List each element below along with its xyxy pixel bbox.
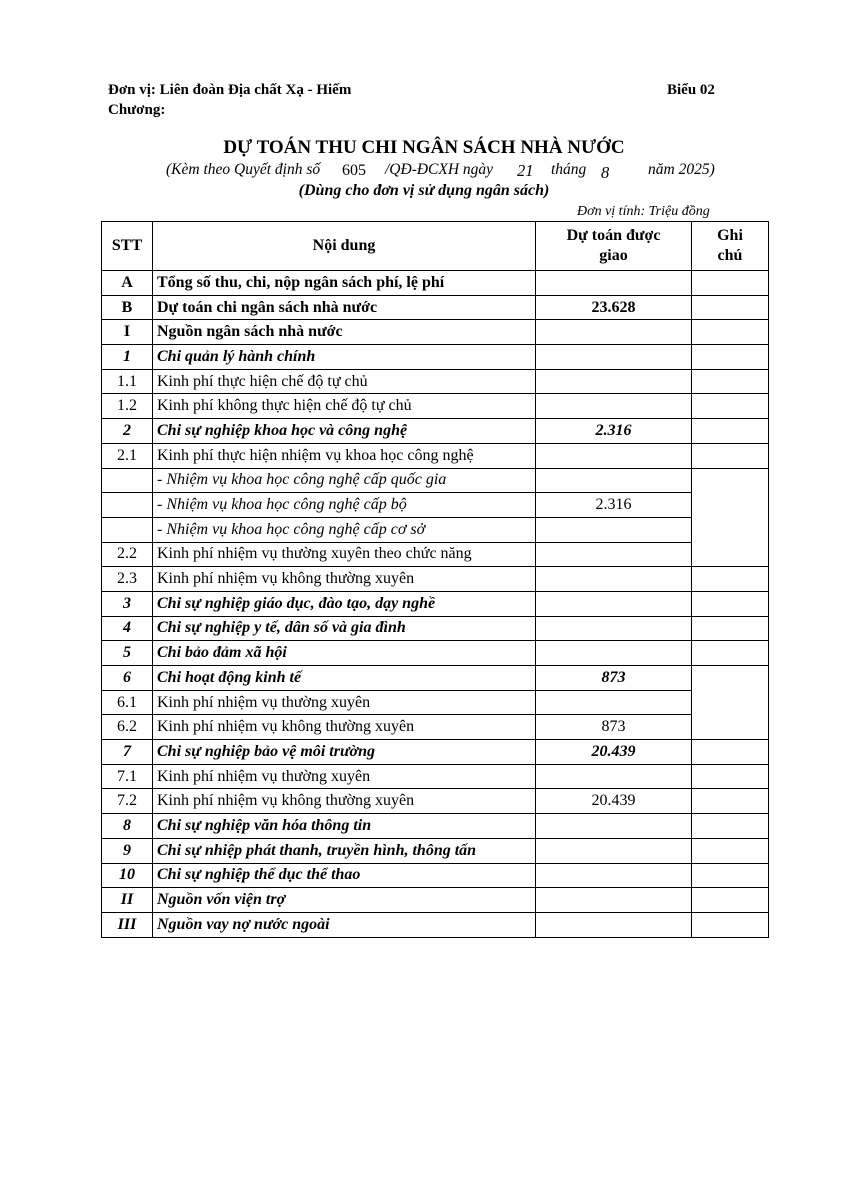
cell-content: Kinh phí nhiệm vụ thường xuyên theo chức năng xyxy=(153,542,536,567)
cell-estimate: 23.628 xyxy=(536,295,692,320)
cell-stt: 6 xyxy=(102,666,153,691)
table-row xyxy=(102,814,769,839)
cell-stt: 7 xyxy=(102,740,153,765)
cell-content: Kinh phí nhiệm vụ không thường xuyên xyxy=(153,715,536,740)
cell-note xyxy=(692,740,769,765)
cell-estimate xyxy=(536,567,692,592)
table-row xyxy=(102,666,769,691)
cell-stt: 1.1 xyxy=(102,369,153,394)
table-row xyxy=(102,295,769,320)
cell-estimate xyxy=(536,271,692,296)
table-row xyxy=(102,888,769,913)
table-row xyxy=(102,394,769,419)
cell-estimate xyxy=(536,912,692,937)
cell-estimate: 2.316 xyxy=(536,419,692,444)
cell-stt: 4 xyxy=(102,616,153,641)
table-row xyxy=(102,912,769,937)
cell-stt xyxy=(102,517,153,542)
cell-estimate xyxy=(536,591,692,616)
cell-note xyxy=(692,789,769,814)
cell-stt: 7.1 xyxy=(102,764,153,789)
cell-note xyxy=(692,690,769,715)
cell-note xyxy=(692,320,769,345)
header-note-line2: chú xyxy=(717,247,743,264)
cell-estimate xyxy=(536,690,692,715)
cell-note xyxy=(692,838,769,863)
cell-stt: B xyxy=(102,295,153,320)
table-row xyxy=(102,641,769,666)
cell-estimate xyxy=(536,345,692,370)
cell-estimate: 873 xyxy=(536,715,692,740)
usage-note: (Dùng cho đơn vị sử dụng ngân sách) xyxy=(298,182,550,199)
cell-stt: A xyxy=(102,271,153,296)
table-row xyxy=(102,419,769,444)
cell-stt: 2.1 xyxy=(102,443,153,468)
cell-content: Chi quản lý hành chính xyxy=(153,345,536,370)
table-row xyxy=(102,715,769,740)
unit-label: Đơn vị: Liên đoàn Địa chất Xạ - Hiếm xyxy=(108,82,352,98)
cell-stt: 3 xyxy=(102,591,153,616)
header-stt: STT xyxy=(102,222,153,271)
cell-content: - Nhiệm vụ khoa học công nghệ cấp cơ sở xyxy=(153,517,536,542)
cell-content: Chi bảo đảm xã hội xyxy=(153,641,536,666)
table-row xyxy=(102,369,769,394)
cell-note xyxy=(692,295,769,320)
cell-estimate xyxy=(536,320,692,345)
table-row xyxy=(102,542,769,567)
cell-stt: III xyxy=(102,912,153,937)
cell-content: Chi hoạt động kinh tế xyxy=(153,666,536,691)
cell-stt: I xyxy=(102,320,153,345)
cell-stt: 7.2 xyxy=(102,789,153,814)
header-estimate-line1: Dự toán được xyxy=(566,227,661,244)
table-row xyxy=(102,517,769,542)
cell-content: Kinh phí nhiệm vụ thường xuyên xyxy=(153,764,536,789)
cell-estimate xyxy=(536,641,692,666)
header-note xyxy=(692,222,769,271)
cell-estimate: 20.439 xyxy=(536,740,692,765)
decision-year: năm 2025) xyxy=(648,161,715,178)
cell-stt: 6.1 xyxy=(102,690,153,715)
cell-note xyxy=(692,641,769,666)
cell-stt: 1.2 xyxy=(102,394,153,419)
cell-note xyxy=(692,369,769,394)
cell-content: Kinh phí nhiệm vụ thường xuyên xyxy=(153,690,536,715)
header-estimate-line2: giao xyxy=(599,247,628,264)
cell-content: Tổng số thu, chi, nộp ngân sách phí, lệ phí xyxy=(153,271,536,296)
cell-note xyxy=(692,863,769,888)
cell-note xyxy=(692,888,769,913)
table-row xyxy=(102,740,769,765)
cell-estimate: 2.316 xyxy=(536,493,692,518)
cell-note xyxy=(692,715,769,740)
header-note-line1: Ghi xyxy=(717,227,743,244)
table-row xyxy=(102,690,769,715)
cell-content: Kinh phí thực hiện chế độ tự chủ xyxy=(153,369,536,394)
cell-note xyxy=(692,814,769,839)
cell-content: - Nhiệm vụ khoa học công nghệ cấp quốc gia xyxy=(153,468,536,493)
cell-note xyxy=(692,567,769,592)
cell-content: Chi sự nghiệp bảo vệ môi trường xyxy=(153,740,536,765)
cell-stt: 5 xyxy=(102,641,153,666)
cell-stt: 1 xyxy=(102,345,153,370)
cell-content: Chi sự nghiệp khoa học và công nghệ xyxy=(153,419,536,444)
cell-content: Kinh phí nhiệm vụ không thường xuyên xyxy=(153,567,536,592)
table-row xyxy=(102,468,769,493)
cell-note xyxy=(692,468,769,493)
cell-content: Chi sự nghiệp văn hóa thông tin xyxy=(153,814,536,839)
chapter-label: Chương: xyxy=(108,102,166,118)
cell-content: Dự toán chi ngân sách nhà nước xyxy=(153,295,536,320)
cell-estimate xyxy=(536,369,692,394)
table-row xyxy=(102,764,769,789)
cell-stt: II xyxy=(102,888,153,913)
cell-stt: 9 xyxy=(102,838,153,863)
cell-estimate xyxy=(536,888,692,913)
cell-estimate xyxy=(536,616,692,641)
table-row xyxy=(102,493,769,518)
cell-note xyxy=(692,542,769,567)
budget-table xyxy=(101,221,769,938)
cell-stt: 2 xyxy=(102,419,153,444)
table-header-row xyxy=(102,222,769,271)
decision-month: 8 xyxy=(601,163,610,182)
cell-estimate xyxy=(536,517,692,542)
cell-stt: 8 xyxy=(102,814,153,839)
cell-note xyxy=(692,912,769,937)
cell-estimate xyxy=(536,394,692,419)
cell-estimate xyxy=(536,814,692,839)
table-body xyxy=(102,271,769,938)
table-row xyxy=(102,345,769,370)
form-number: Biểu 02 xyxy=(667,82,715,98)
cell-content: Chi sự nghiệp y tế, dân số và gia đình xyxy=(153,616,536,641)
cell-stt: 2.2 xyxy=(102,542,153,567)
cell-content: Nguồn vốn viện trợ xyxy=(153,888,536,913)
table-row xyxy=(102,320,769,345)
cell-note xyxy=(692,764,769,789)
cell-note xyxy=(692,517,769,542)
decision-suffix: /QĐ-ĐCXH ngày xyxy=(385,161,494,178)
table-row xyxy=(102,443,769,468)
table-row xyxy=(102,863,769,888)
cell-note xyxy=(692,493,769,518)
cell-content: Nguồn vay nợ nước ngoài xyxy=(153,912,536,937)
cell-stt: 2.3 xyxy=(102,567,153,592)
cell-estimate xyxy=(536,468,692,493)
cell-content: Kinh phí thực hiện nhiệm vụ khoa học công nghệ xyxy=(153,443,536,468)
header-estimate xyxy=(536,222,692,271)
cell-note xyxy=(692,666,769,691)
cell-estimate xyxy=(536,542,692,567)
cell-content: Chi sự nhiệp phát thanh, truyền hình, thông tấn xyxy=(153,838,536,863)
cell-stt xyxy=(102,468,153,493)
table-row xyxy=(102,616,769,641)
cell-content: Chi sự nghiệp thể dục thể thao xyxy=(153,863,536,888)
cell-estimate: 873 xyxy=(536,666,692,691)
cell-content: Kinh phí không thực hiện chế độ tự chủ xyxy=(153,394,536,419)
table-row xyxy=(102,789,769,814)
cell-note xyxy=(692,591,769,616)
cell-content: Chi sự nghiệp giáo dục, đào tạo, dạy nghề xyxy=(153,591,536,616)
cell-note xyxy=(692,443,769,468)
cell-note xyxy=(692,271,769,296)
cell-estimate: 20.439 xyxy=(536,789,692,814)
currency-unit: Đơn vị tính: Triệu đồng xyxy=(577,204,710,219)
cell-note xyxy=(692,345,769,370)
decision-number: 605 xyxy=(342,162,366,179)
subtitle-prefix: (Kèm theo Quyết định số xyxy=(166,161,321,178)
cell-estimate xyxy=(536,863,692,888)
month-label: tháng xyxy=(551,161,587,178)
cell-stt: 6.2 xyxy=(102,715,153,740)
table-row xyxy=(102,591,769,616)
cell-estimate xyxy=(536,838,692,863)
header-content: Nội dung xyxy=(153,222,536,271)
cell-content: - Nhiệm vụ khoa học công nghệ cấp bộ xyxy=(153,493,536,518)
decision-day: 21 xyxy=(517,161,534,180)
cell-stt xyxy=(102,493,153,518)
cell-content: Nguồn ngân sách nhà nước xyxy=(153,320,536,345)
cell-content: Kinh phí nhiệm vụ không thường xuyên xyxy=(153,789,536,814)
table-row xyxy=(102,567,769,592)
cell-note xyxy=(692,616,769,641)
cell-stt: 10 xyxy=(102,863,153,888)
cell-note xyxy=(692,419,769,444)
table-row xyxy=(102,271,769,296)
cell-note xyxy=(692,394,769,419)
table-row xyxy=(102,838,769,863)
document-title: DỰ TOÁN THU CHI NGÂN SÁCH NHÀ NƯỚC xyxy=(223,137,625,158)
cell-estimate xyxy=(536,443,692,468)
cell-estimate xyxy=(536,764,692,789)
